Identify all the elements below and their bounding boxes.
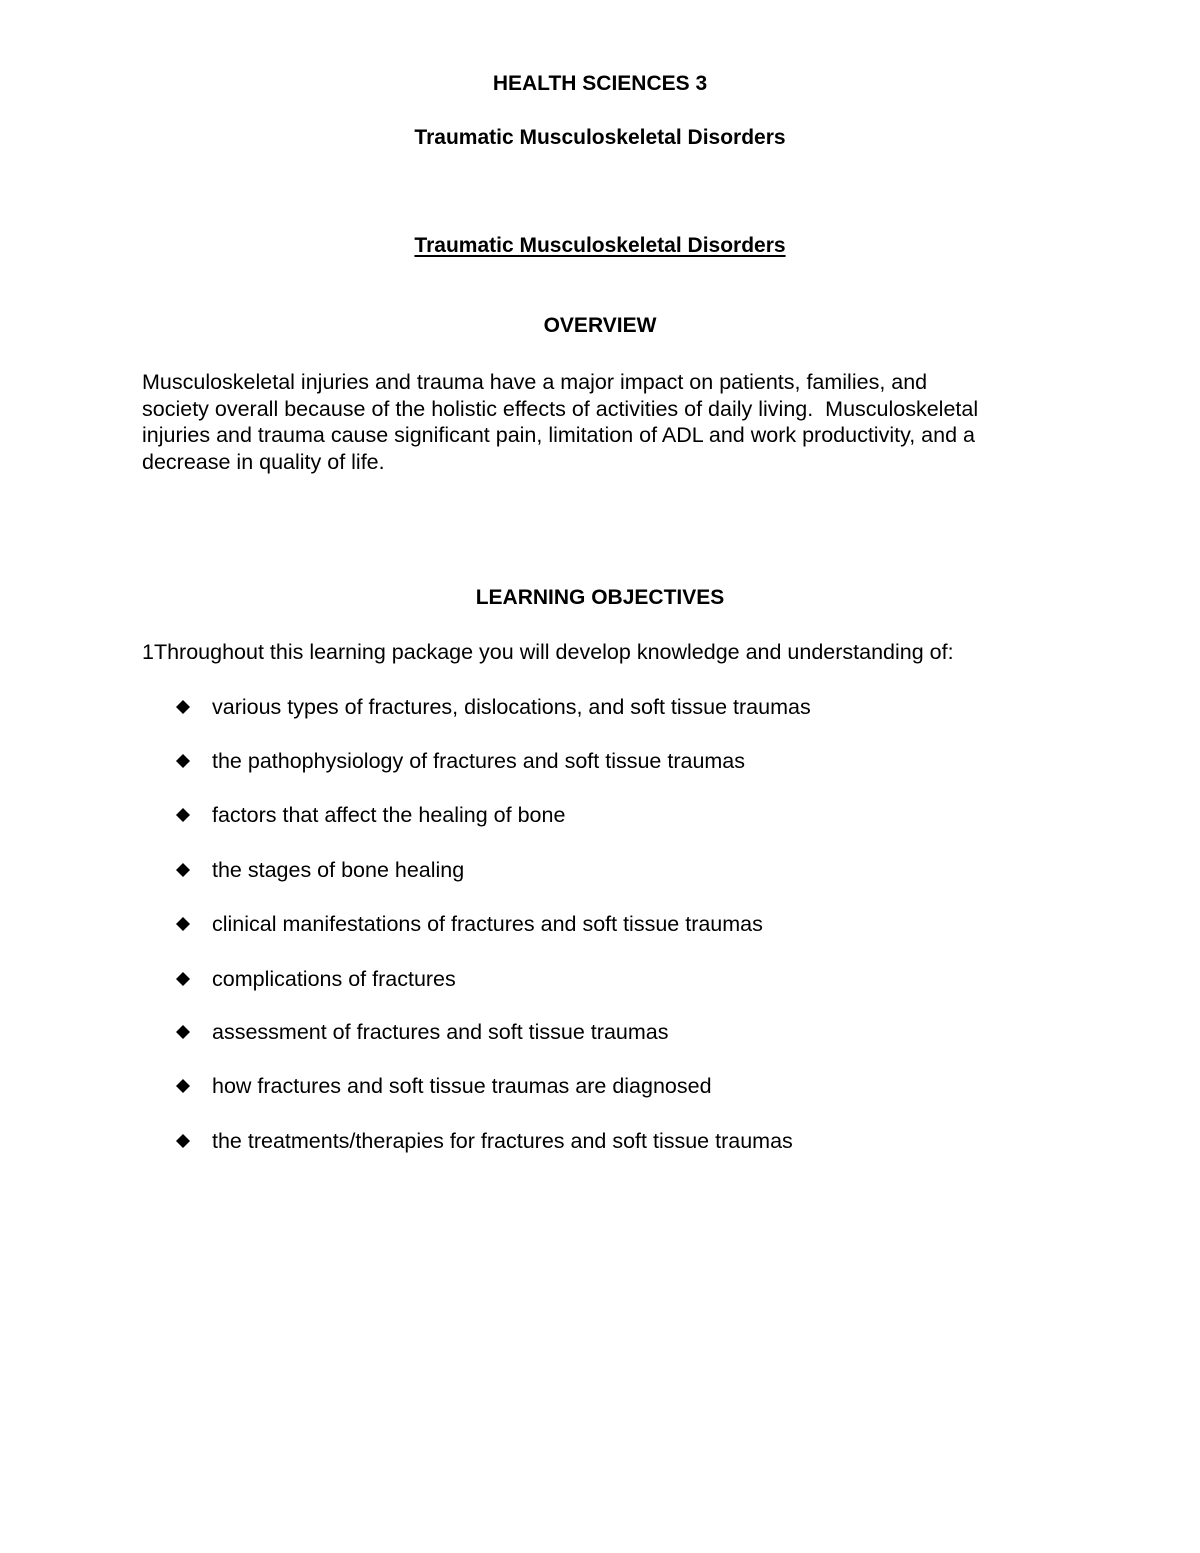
learning-objectives-heading: LEARNING OBJECTIVES [475,586,725,609]
diamond-bullet-icon [176,808,190,822]
diamond-bullet-icon [176,1079,190,1093]
diamond-bullet-icon [176,1025,190,1039]
objective-text: complications of fractures [212,967,456,991]
document-subtitle: Traumatic Musculoskeletal Disorders [414,126,786,149]
diamond-bullet-icon [176,917,190,931]
objective-text: how fractures and soft tissue traumas are diagnosed [212,1074,712,1098]
diamond-bullet-icon [176,754,190,768]
overview-heading: OVERVIEW [543,314,657,337]
overview-line: decrease in quality of life. [142,449,385,474]
section-title-text: Traumatic Musculoskeletal Disorders [414,234,786,257]
diamond-bullet-icon [176,972,190,986]
objective-text: the stages of bone healing [212,858,465,882]
objective-text: assessment of fractures and soft tissue traumas [212,1020,669,1044]
objective-text: various types of fractures, dislocations, and soft tissue traumas [212,695,811,719]
course-title: HEALTH SCIENCES 3 [492,72,708,95]
overview-line: Musculoskeletal injuries and trauma have a major impact on patients, families, and [142,370,928,394]
overview-line: injuries and trauma cause significant pain, limitation of ADL and work productivity, and a [142,423,975,447]
objective-text: factors that affect the healing of bone [212,803,566,827]
objectives-intro: 1Throughout this learning package you will develop knowledge and understanding of: [142,640,954,664]
objective-text: the pathophysiology of fractures and soft tissue traumas [212,749,746,773]
diamond-bullet-icon [176,1134,190,1148]
overview-line: society overall because of the holistic effects of activities of daily living. Musculoskeletal [142,396,979,421]
section-title [0,234,1200,258]
overview-paragraph [142,369,1067,475]
objective-text: the treatments/therapies for fractures and soft tissue traumas [212,1129,793,1153]
objective-text: clinical manifestations of fractures and soft tissue traumas [212,912,763,936]
diamond-bullet-icon [176,700,190,714]
diamond-bullet-icon [176,863,190,877]
